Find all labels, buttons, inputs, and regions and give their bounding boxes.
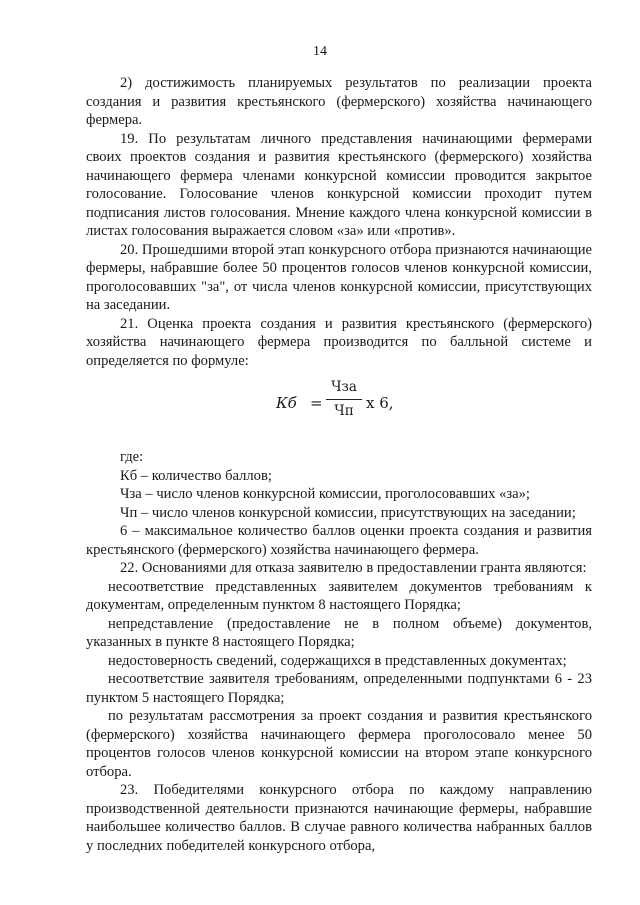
paragraph-22: 22. Основаниями для отказа заявителю в предоставлении гранта являются: bbox=[120, 560, 587, 576]
paragraph-item-2: 2) достижимость планируемых результатов по реализации проекта создания и развития крестьянского (фермерского) хозяйства начинающего фермера. bbox=[86, 75, 592, 128]
definition-chp: Чп – число членов конкурсной комиссии, присутствующих на заседании; bbox=[120, 504, 576, 521]
refusal-ground: несоответствие заявителя требованиям, определенными подпунктами 6 - 23 пунктом 5 настоящего Порядка; bbox=[86, 671, 592, 706]
definition-six: 6 – максимальное количество баллов оценки проекта создания и развития крестьянского (фермерского) хозяйства начинающего фермера. bbox=[86, 523, 592, 558]
formula-denominator: Чп bbox=[334, 402, 354, 419]
formula-multiplier: х 6, bbox=[366, 394, 394, 412]
paragraph-21: 21. Оценка проекта создания и развития крестьянского (фермерского) хозяйства начинающего фермера производится по балльной системе и определяется по формуле: bbox=[86, 315, 592, 369]
formula-numerator: Чза bbox=[331, 379, 357, 395]
definition-kb: Кб – количество баллов; bbox=[120, 467, 272, 484]
refusal-ground: несоответствие представленных заявителем документов требованиям к документам, определенным пунктом 8 настоящего Порядка; bbox=[86, 578, 592, 613]
paragraph-20: 20. Прошедшими второй этап конкурсного отбора признаются начинающие фермеры, набравшие более 50 процентов голосов членов конкурсной комиссии, проголосовавших "за", от числа членов конкурсной комиссии, присутствующих на заседании. bbox=[86, 241, 592, 313]
document-body bbox=[86, 74, 592, 855]
formula-lhs: Кб bbox=[276, 394, 297, 412]
formula-equals: = bbox=[310, 394, 323, 412]
page-number: 14 bbox=[313, 44, 327, 59]
score-formula bbox=[86, 374, 592, 442]
definition-where: где: bbox=[120, 449, 144, 465]
paragraph-19: 19. По результатам личного представления начинающими фермерами своих проектов создания и развития крестьянского (фермерского) хозяйства начинающего фермера членами конкурсной комиссии проводится закрытое голосование. Голосование членов конкурсной комиссии проходит путем подписания листов голосования. Мнение каждого члена конкурсной комиссии в листах голосования выражается словом «за» или «против». bbox=[86, 130, 592, 239]
refusal-ground: непредставление (предоставление не в полном объеме) документов, указанных в пункте 8 настоящего Порядка; bbox=[86, 615, 592, 650]
refusal-ground: по результатам рассмотрения за проект создания и развития крестьянского (фермерского) хозяйства начинающего фермера проголосовало менее 50 процентов голосов членов конкурсной комиссии на втором этапе конкурсного отбора. bbox=[86, 708, 592, 780]
fraction-bar bbox=[326, 399, 362, 400]
formula-fraction bbox=[326, 378, 362, 420]
refusal-ground: недостоверность сведений, содержащихся в представленных документах; bbox=[108, 652, 567, 669]
definition-chza: Чза – число членов конкурсной комиссии, проголосовавших «за»; bbox=[120, 486, 530, 502]
paragraph-23: 23. Победителями конкурсного отбора по каждому направлению производственной деятельности признаются начинающие фермеры, набравшие наибольшее количество баллов. В случае равного количества набранных баллов у последних победителей конкурсного отбора, bbox=[86, 782, 592, 854]
